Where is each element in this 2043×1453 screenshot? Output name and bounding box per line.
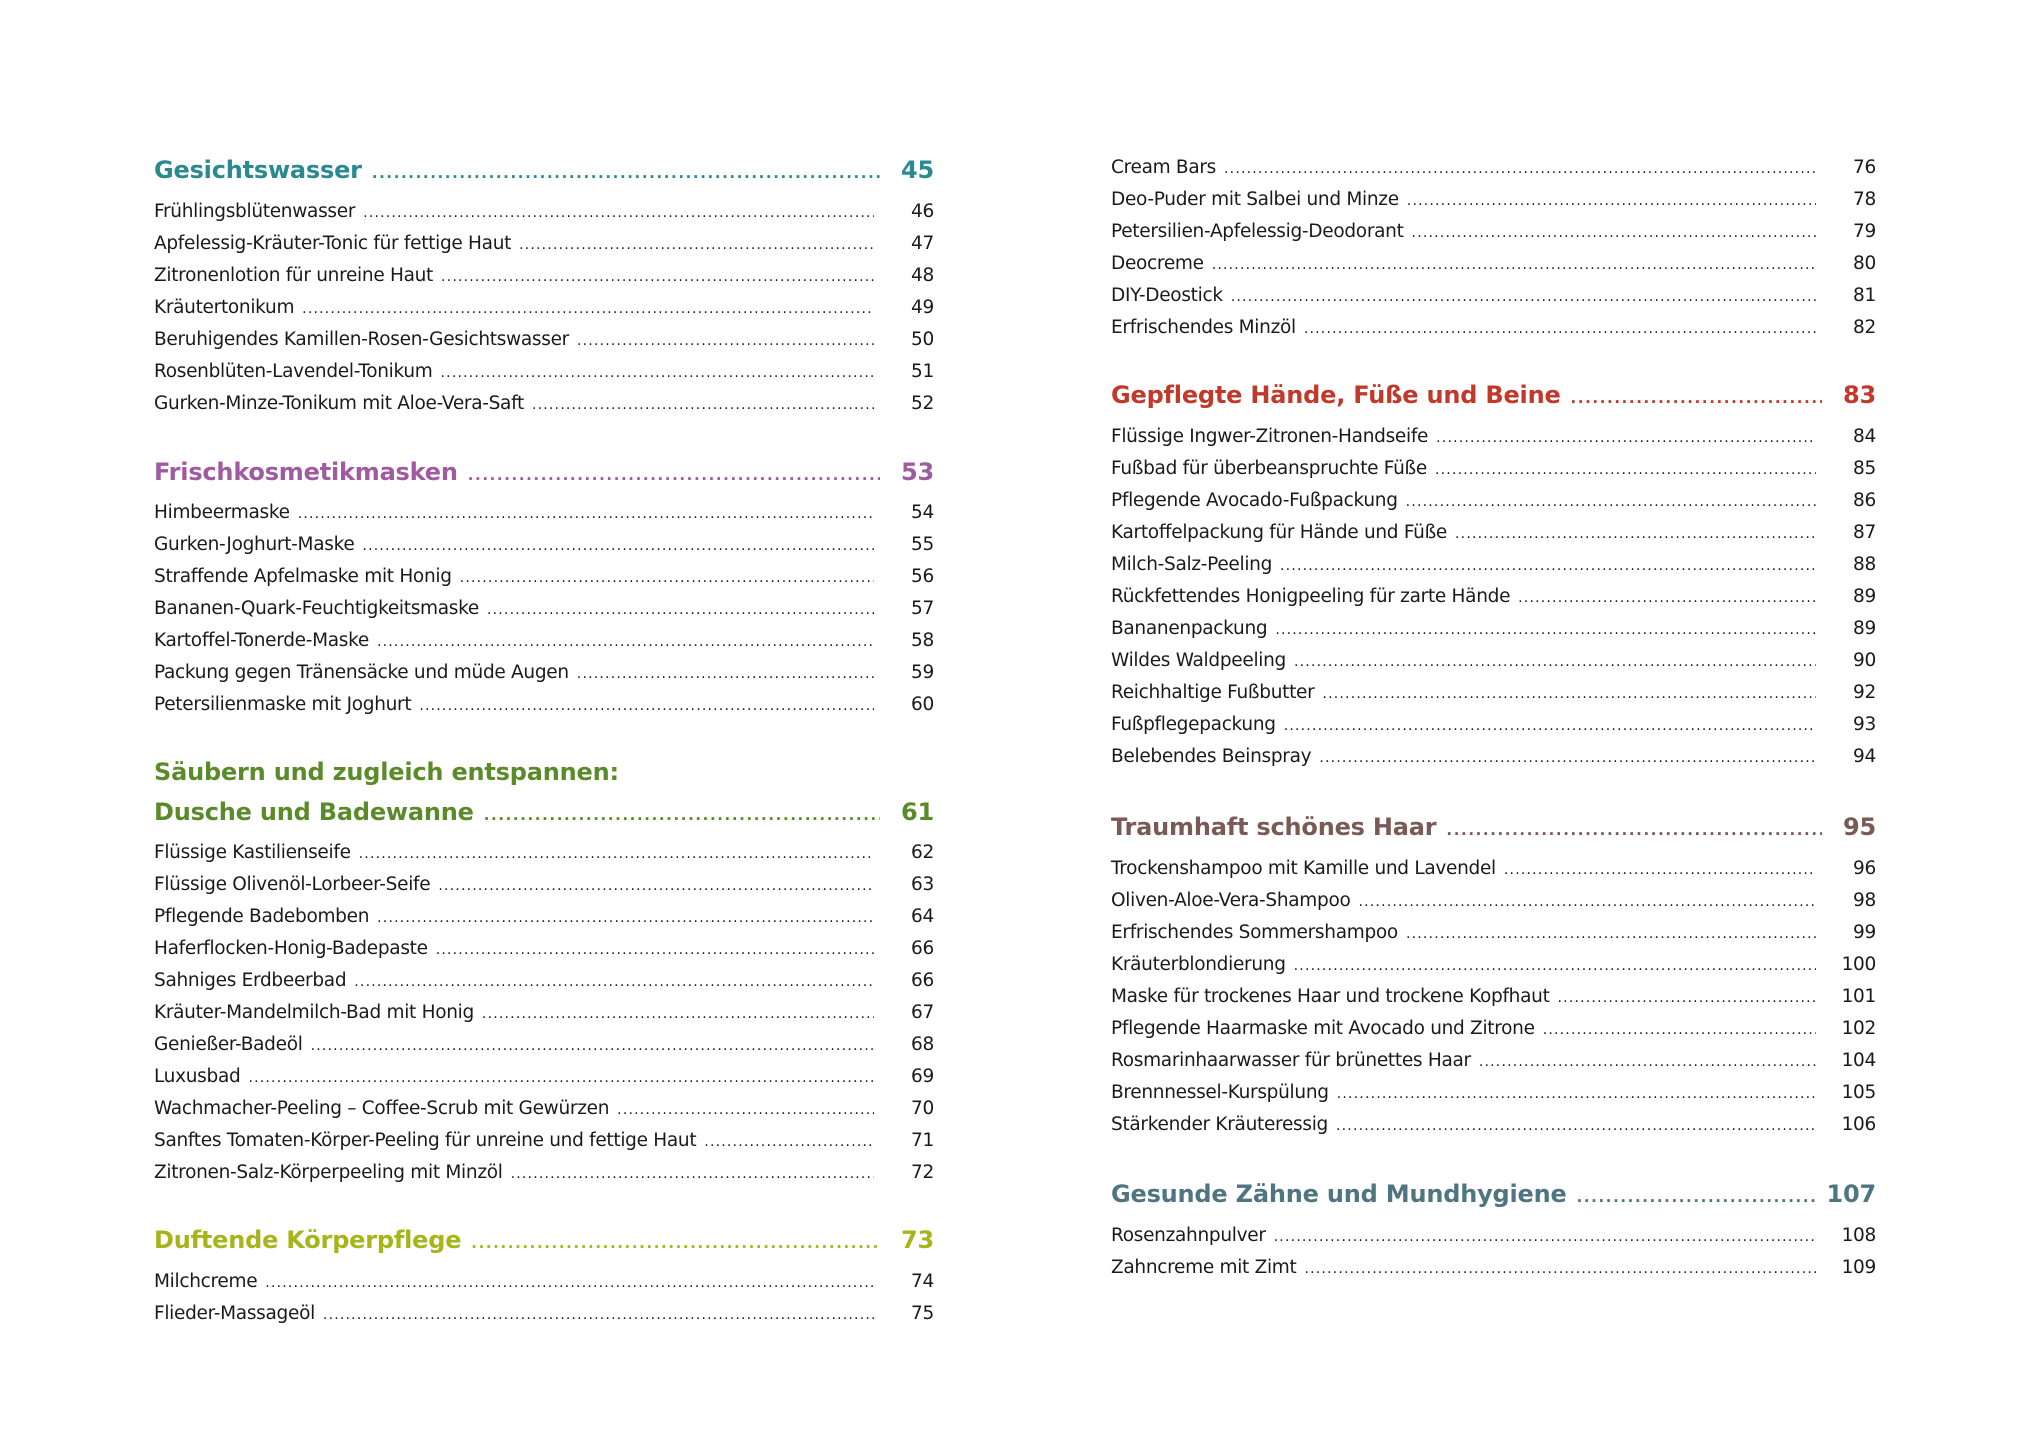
section-page-number: 73 [901, 1226, 934, 1254]
entry-title: Wildes Waldpeeling [1111, 650, 1286, 671]
dot-leader [438, 872, 874, 900]
dot-leader [441, 263, 874, 291]
dot-leader [377, 904, 874, 932]
entry-page-number: 75 [911, 1303, 934, 1324]
dot-leader [511, 1160, 874, 1188]
dot-leader [363, 199, 874, 227]
entry-page-number: 81 [1853, 285, 1876, 306]
section-title: Gepflegte Hände, Füße und Beine [1111, 381, 1561, 409]
dot-leader [1358, 888, 1816, 916]
dot-leader [441, 359, 874, 387]
dot-leader [1224, 155, 1816, 183]
entry-page-number: 96 [1853, 858, 1876, 879]
entry-title: Flieder-Massageöl [154, 1303, 315, 1324]
toc-entry[interactable] [1111, 154, 1876, 182]
entry-title: Straffende Apfelmaske mit Honig [154, 566, 452, 587]
dot-leader [1479, 1048, 1816, 1076]
entry-page-number: 86 [1853, 490, 1876, 511]
dot-leader [1412, 219, 1816, 247]
entry-page-number: 66 [911, 970, 934, 991]
dot-leader [372, 156, 880, 190]
entry-page-number: 106 [1841, 1114, 1876, 1135]
entry-page-number: 66 [911, 938, 934, 959]
toc-entry[interactable] [154, 999, 934, 1027]
entry-page-number: 46 [911, 201, 934, 222]
toc-entry[interactable] [154, 627, 934, 655]
entry-page-number: 76 [1853, 157, 1876, 178]
entry-page-number: 100 [1841, 954, 1876, 975]
entry-title: Wachmacher-Peeling – Coffee-Scrub mit Gewürzen [154, 1098, 610, 1119]
toc-entry[interactable] [1111, 615, 1876, 643]
entry-page-number: 62 [911, 842, 934, 863]
entry-page-number: 105 [1841, 1082, 1876, 1103]
toc-entry[interactable] [1111, 583, 1876, 611]
toc-entry[interactable] [154, 1063, 934, 1091]
entry-page-number: 109 [1841, 1257, 1876, 1278]
toc-entry[interactable] [1111, 551, 1876, 579]
section-page-number: 95 [1843, 813, 1876, 841]
entry-title: Milch-Salz-Peeling [1111, 554, 1273, 575]
toc-entry[interactable] [1111, 679, 1876, 707]
entry-title: Oliven-Aloe-Vera-Shampoo [1111, 890, 1351, 911]
dot-leader [617, 1096, 874, 1124]
entry-title: Rückfettendes Honigpeeling für zarte Hände [1111, 586, 1511, 607]
entry-title: Deo-Puder mit Salbei und Minze [1111, 189, 1399, 210]
section-title: Gesunde Zähne und Mundhygiene [1111, 1180, 1567, 1208]
entry-title: Rosmarinhaarwasser für brünettes Haar [1111, 1050, 1471, 1071]
entry-page-number: 88 [1853, 554, 1876, 575]
entry-title: Flüssige Olivenöl-Lorbeer-Seife [154, 874, 431, 895]
entry-title: Beruhigendes Kamillen-Rosen-Gesichtswasser [154, 329, 569, 350]
dot-leader [471, 1226, 880, 1260]
dot-leader [1336, 1112, 1816, 1140]
entry-title: Erfrischendes Sommershampoo [1111, 922, 1398, 943]
section-title: Frischkosmetikmasken [154, 458, 458, 486]
toc-entry[interactable] [154, 1300, 934, 1328]
entry-page-number: 56 [911, 566, 934, 587]
toc-entry[interactable] [1111, 423, 1876, 451]
entry-page-number: 80 [1853, 253, 1876, 274]
toc-entry[interactable] [1111, 855, 1876, 883]
dot-leader [1518, 584, 1816, 612]
toc-entry[interactable] [154, 1159, 934, 1187]
entry-page-number: 94 [1853, 746, 1876, 767]
dot-leader [248, 1064, 874, 1092]
entry-title: Zitronenlotion für unreine Haut [154, 265, 434, 286]
entry-page-number: 85 [1853, 458, 1876, 479]
entry-title: Sanftes Tomaten-Körper-Peeling für unreine und fettige Haut [154, 1130, 697, 1151]
dot-leader [1231, 283, 1816, 311]
dot-leader [1304, 315, 1816, 343]
entry-title: DIY-Deostick [1111, 285, 1223, 306]
entry-title: Trockenshampoo mit Kamille und Lavendel [1111, 858, 1496, 879]
toc-section-heading[interactable] [1111, 1177, 1876, 1211]
entry-page-number: 54 [911, 502, 934, 523]
entry-page-number: 72 [911, 1162, 934, 1183]
toc-entry[interactable] [1111, 887, 1876, 915]
toc-entry[interactable] [154, 903, 934, 931]
toc-entry[interactable] [1111, 455, 1876, 483]
entry-page-number: 99 [1853, 922, 1876, 943]
dot-leader [1319, 744, 1816, 772]
entry-title: Pflegende Badebomben [154, 906, 370, 927]
dot-leader [362, 532, 874, 560]
entry-page-number: 58 [911, 630, 934, 651]
entry-title: Gurken-Joghurt-Maske [154, 534, 355, 555]
dot-leader [359, 840, 874, 868]
entry-page-number: 52 [911, 393, 934, 414]
section-title: Dusche und Badewanne [154, 798, 474, 826]
dot-leader [1280, 552, 1816, 580]
entry-title: Kräuterblondierung [1111, 954, 1286, 975]
entry-title: Maske für trockenes Haar und trockene Kopfhaut [1111, 986, 1550, 1007]
entry-page-number: 84 [1853, 426, 1876, 447]
toc-entry[interactable] [1111, 1111, 1876, 1139]
toc-section-heading[interactable] [154, 455, 934, 489]
dot-leader [1436, 424, 1816, 452]
dot-leader [1407, 187, 1816, 215]
toc-entry[interactable] [1111, 186, 1876, 214]
dot-leader [302, 295, 874, 323]
section-page-number: 45 [901, 156, 934, 184]
toc-entry[interactable] [154, 871, 934, 899]
toc-entry[interactable] [154, 1127, 934, 1155]
toc-section-heading[interactable] [154, 755, 934, 829]
toc-entry[interactable] [1111, 314, 1876, 342]
entry-page-number: 101 [1841, 986, 1876, 1007]
dot-leader [1294, 648, 1816, 676]
entry-title: Erfrischendes Minzöl [1111, 317, 1296, 338]
entry-title: Genießer-Badeöl [154, 1034, 303, 1055]
toc-entry[interactable] [154, 1031, 934, 1059]
dot-leader [468, 458, 880, 492]
dot-leader [1435, 456, 1816, 484]
entry-title: Deocreme [1111, 253, 1204, 274]
entry-page-number: 57 [911, 598, 934, 619]
entry-title: Sahniges Erdbeerbad [154, 970, 347, 991]
dot-leader [1284, 712, 1816, 740]
entry-title: Frühlingsblütenwasser [154, 201, 356, 222]
toc-section-heading[interactable] [154, 1223, 934, 1257]
entry-page-number: 63 [911, 874, 934, 895]
dot-leader [704, 1128, 874, 1156]
entry-page-number: 89 [1853, 618, 1876, 639]
dot-leader [1558, 984, 1816, 1012]
toc-entry[interactable] [1111, 983, 1876, 1011]
dot-leader [1406, 920, 1816, 948]
toc-entry[interactable] [154, 563, 934, 591]
section-page-number: 107 [1826, 1180, 1876, 1208]
entry-title: Rosenzahnpulver [1111, 1225, 1266, 1246]
entry-title: Gurken-Minze-Tonikum mit Aloe-Vera-Saft [154, 393, 524, 414]
toc-entry[interactable] [1111, 218, 1876, 246]
dot-leader [484, 798, 880, 832]
entry-title: Pflegende Avocado-Fußpackung [1111, 490, 1398, 511]
dot-leader [487, 596, 874, 624]
entry-title: Fußbad für überbeanspruchte Füße [1111, 458, 1427, 479]
toc-entry[interactable] [1111, 250, 1876, 278]
entry-page-number: 87 [1853, 522, 1876, 543]
toc-entry[interactable] [154, 967, 934, 995]
toc-entry[interactable] [154, 326, 934, 354]
entry-page-number: 55 [911, 534, 934, 555]
dot-leader [323, 1301, 874, 1329]
entry-page-number: 79 [1853, 221, 1876, 242]
section-title: Traumhaft schönes Haar [1111, 813, 1437, 841]
entry-title: Petersilien-Apfelessig-Deodorant [1111, 221, 1404, 242]
toc-entry[interactable] [154, 499, 934, 527]
entry-title: Cream Bars [1111, 157, 1217, 178]
entry-page-number: 49 [911, 297, 934, 318]
entry-title: Petersilienmaske mit Joghurt [154, 694, 412, 715]
dot-leader [436, 936, 874, 964]
entry-title: Kräuter-Mandelmilch-Bad mit Honig [154, 1002, 474, 1023]
entry-page-number: 60 [911, 694, 934, 715]
dot-leader [1571, 381, 1822, 415]
toc-entry[interactable] [1111, 1222, 1876, 1250]
dot-leader [1304, 1255, 1816, 1283]
section-title: Gesichtswasser [154, 156, 362, 184]
dot-leader [1274, 1223, 1816, 1251]
dot-leader [577, 660, 874, 688]
toc-right-column [1111, 0, 1876, 1453]
toc-entry[interactable] [154, 839, 934, 867]
toc-entry[interactable] [154, 390, 934, 418]
entry-title: Apfelessig-Kräuter-Tonic für fettige Haut [154, 233, 512, 254]
entry-title: Kräutertonikum [154, 297, 295, 318]
dot-leader [265, 1269, 874, 1297]
section-page-number: 83 [1843, 381, 1876, 409]
dot-leader [1275, 616, 1816, 644]
toc-entry[interactable] [1111, 519, 1876, 547]
toc-entry[interactable] [154, 198, 934, 226]
entry-page-number: 102 [1841, 1018, 1876, 1039]
toc-entry[interactable] [154, 659, 934, 687]
dot-leader [1322, 680, 1816, 708]
toc-entry[interactable] [154, 230, 934, 258]
entry-page-number: 74 [911, 1271, 934, 1292]
entry-title: Milchcreme [154, 1271, 258, 1292]
toc-entry[interactable] [154, 358, 934, 386]
toc-entry[interactable] [154, 935, 934, 963]
toc-entry[interactable] [1111, 919, 1876, 947]
dot-leader [1577, 1180, 1817, 1214]
entry-title: Pflegende Haarmaske mit Avocado und Zitrone [1111, 1018, 1535, 1039]
entry-page-number: 59 [911, 662, 934, 683]
entry-page-number: 70 [911, 1098, 934, 1119]
dot-leader [1212, 251, 1816, 279]
entry-title: Rosenblüten-Lavendel-Tonikum [154, 361, 433, 382]
toc-entry[interactable] [1111, 487, 1876, 515]
entry-page-number: 78 [1853, 189, 1876, 210]
entry-page-number: 69 [911, 1066, 934, 1087]
entry-title: Flüssige Ingwer-Zitronen-Handseife [1111, 426, 1429, 447]
toc-entry[interactable] [1111, 647, 1876, 675]
toc-left-column [154, 0, 934, 1453]
entry-page-number: 47 [911, 233, 934, 254]
section-title: Duftende Körperpflege [154, 1226, 462, 1254]
section-page-number: 53 [901, 458, 934, 486]
dot-leader [482, 1000, 874, 1028]
entry-page-number: 50 [911, 329, 934, 350]
dot-leader [298, 500, 874, 528]
dot-leader [354, 968, 874, 996]
toc-entry[interactable] [1111, 711, 1876, 739]
dot-leader [1406, 488, 1816, 516]
entry-page-number: 108 [1841, 1225, 1876, 1246]
entry-title: Kartoffel-Tonerde-Maske [154, 630, 369, 651]
dot-leader [1504, 856, 1816, 884]
toc-section-heading[interactable] [154, 153, 934, 187]
entry-page-number: 92 [1853, 682, 1876, 703]
entry-page-number: 82 [1853, 317, 1876, 338]
dot-leader [1446, 813, 1822, 847]
toc-entry[interactable] [1111, 1047, 1876, 1075]
dot-leader [1543, 1016, 1816, 1044]
entry-page-number: 48 [911, 265, 934, 286]
entry-title: Stärkender Kräuteressig [1111, 1114, 1328, 1135]
entry-title: Bananen-Quark-Feuchtigkeitsmaske [154, 598, 479, 619]
entry-page-number: 71 [911, 1130, 934, 1151]
toc-entry[interactable] [1111, 1079, 1876, 1107]
entry-title: Himbeermaske [154, 502, 290, 523]
dot-leader [1294, 952, 1816, 980]
toc-entry[interactable] [154, 691, 934, 719]
section-page-number: 61 [901, 798, 934, 826]
dot-leader [577, 327, 874, 355]
entry-title: Zitronen-Salz-Körperpeeling mit Minzöl [154, 1162, 503, 1183]
toc-entry[interactable] [1111, 743, 1876, 771]
toc-entry[interactable] [154, 262, 934, 290]
toc-entry[interactable] [154, 1268, 934, 1296]
entry-title: Flüssige Kastilienseife [154, 842, 351, 863]
toc-section-heading[interactable] [1111, 810, 1876, 844]
entry-title: Haferflocken-Honig-Badepaste [154, 938, 428, 959]
toc-entry[interactable] [154, 1095, 934, 1123]
toc-entry[interactable] [154, 595, 934, 623]
dot-leader [1337, 1080, 1816, 1108]
entry-page-number: 51 [911, 361, 934, 382]
entry-title: Luxusbad [154, 1066, 241, 1087]
toc-entry[interactable] [1111, 1015, 1876, 1043]
toc-entry[interactable] [154, 294, 934, 322]
toc-entry[interactable] [1111, 282, 1876, 310]
entry-title: Bananenpackung [1111, 618, 1268, 639]
toc-entry[interactable] [154, 531, 934, 559]
entry-title: Reichhaltige Fußbutter [1111, 682, 1315, 703]
dot-leader [519, 231, 874, 259]
dot-leader [532, 391, 874, 419]
dot-leader [1455, 520, 1816, 548]
entry-title: Zahncreme mit Zimt [1111, 1257, 1297, 1278]
toc-entry[interactable] [1111, 951, 1876, 979]
dot-leader [460, 564, 874, 592]
dot-leader [377, 628, 874, 656]
entry-page-number: 89 [1853, 586, 1876, 607]
entry-title: Packung gegen Tränensäcke und müde Augen [154, 662, 569, 683]
dot-leader [311, 1032, 874, 1060]
dot-leader [419, 692, 874, 720]
entry-title: Belebendes Beinspray [1111, 746, 1312, 767]
toc-section-heading[interactable] [1111, 378, 1876, 412]
entry-page-number: 104 [1841, 1050, 1876, 1071]
entry-title: Brennnessel-Kurspülung [1111, 1082, 1329, 1103]
entry-page-number: 68 [911, 1034, 934, 1055]
section-title-line1: Säubern und zugleich entspannen: [154, 758, 619, 786]
entry-title: Fußpflegepackung [1111, 714, 1276, 735]
toc-entry[interactable] [1111, 1254, 1876, 1282]
entry-page-number: 93 [1853, 714, 1876, 735]
entry-title: Kartoffelpackung für Hände und Füße [1111, 522, 1448, 543]
entry-page-number: 67 [911, 1002, 934, 1023]
entry-page-number: 90 [1853, 650, 1876, 671]
entry-page-number: 64 [911, 906, 934, 927]
entry-page-number: 98 [1853, 890, 1876, 911]
